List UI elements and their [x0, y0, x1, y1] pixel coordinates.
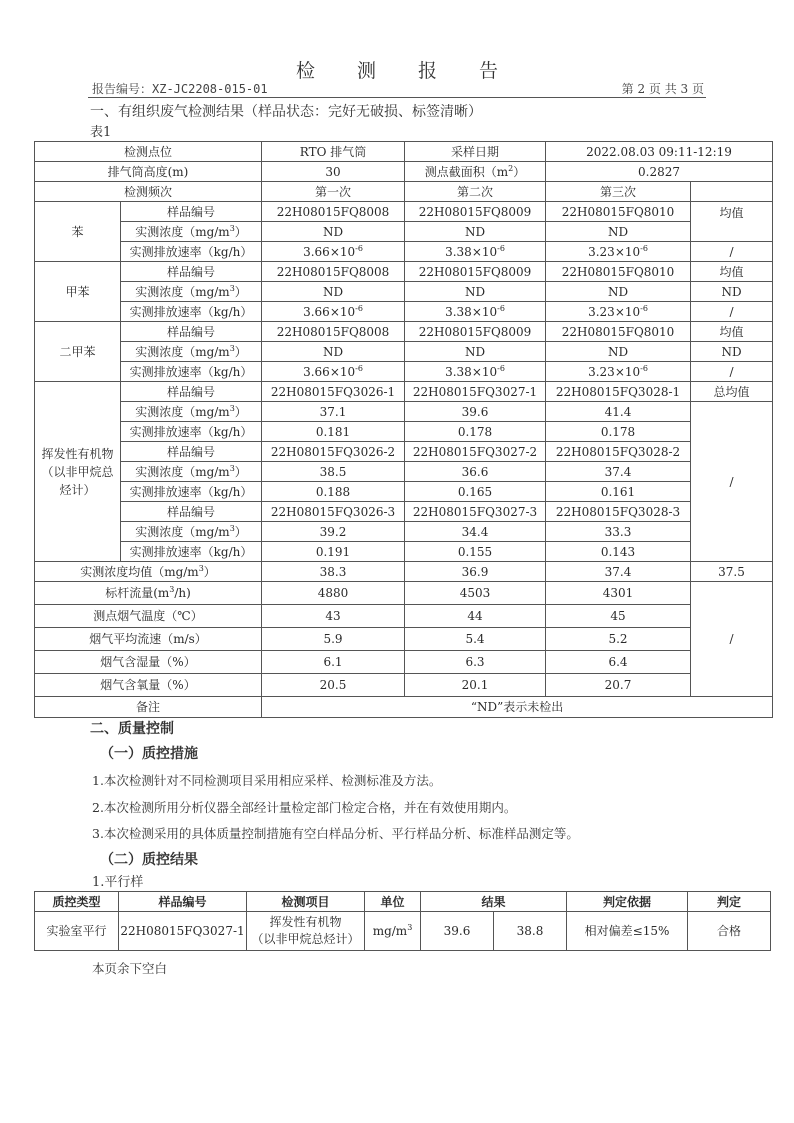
voc-label: 挥发性有机物（以非甲烷总烃计） — [35, 382, 121, 562]
table-header-row: 质控类型 样品编号 检测项目 单位 结果 判定依据 判定 — [35, 892, 771, 912]
table-row: 测点烟气温度（℃） 43 44 45 — [35, 605, 773, 628]
page-info: 第 2 页 共 3 页 — [621, 82, 704, 96]
table-row: 烟气含湿量（%） 6.1 6.3 6.4 — [35, 651, 773, 674]
table-row: 实测排放速率（kg/h） $3.66\times 10^{-6}$ $3.38\times 10^{-6}$ $3.23\times 10^{-6}$ / — [35, 302, 773, 322]
table-row: 实测浓度$(mg/m^3)$ ND ND ND ND — [35, 342, 773, 362]
table-row: 标杆流量$(m^3/h)$ 4880 4503 4301 / — [35, 582, 773, 605]
table-row: 实测排放速率（kg/h） $3.66\times 10^{-6}$ $3.38\times 10^{-6}$ $3.23\times 10^{-6}$ / — [35, 362, 773, 382]
table-row: 实验室平行 22H08015FQ3027-1 挥发性有机物 （以非甲烷总烃计） $mg/m^3$ 39.6 38.8 相对偏差≤15% 合格 — [35, 912, 771, 951]
qc-table — [34, 891, 771, 951]
table-row: 样品编号 22H08015FQ3026-2 22H08015FQ3027-2 22H08015FQ3028-2 — [35, 442, 773, 462]
table-row: 实测排放速率（kg/h） $3.66\times 10^{-6}$ $3.38\times 10^{-6}$ $3.23\times 10^{-6}$ / — [35, 242, 773, 262]
table-row: 实测浓度$(mg/m^3)$ 38.5 36.6 37.4 — [35, 462, 773, 482]
table-row: 实测浓度$(mg/m^3)$ ND ND ND — [35, 222, 773, 242]
benzene-label: 苯 — [35, 202, 121, 262]
table-row: 烟气含氧量（%） 20.5 20.1 20.7 — [35, 674, 773, 697]
table-row: 检测点位 RTO 排气筒 采样日期 2022.08.03 09:11-12:19 — [35, 142, 773, 162]
table-row: 排气筒高度(m) 30 测点截面积$(m^2)$ 0.2827 — [35, 162, 773, 182]
qc-results-heading: （二）质控结果 — [100, 852, 198, 868]
section1-heading: 一、有组织废气检测结果（样品状态：完好无破损、标签清晰） — [90, 104, 482, 120]
table-row: 实测浓度$(mg/m^3)$ 39.2 34.4 33.3 — [35, 522, 773, 542]
exhaust-results-table — [34, 141, 773, 718]
qc-item: 3.本次检测采用的具体质量控制措施有空白样品分析、平行样品分析、标准样品测定等。 — [92, 826, 579, 841]
table-row: 二甲苯 样品编号 22H08015FQ8008 22H08015FQ8009 22H08015FQ8010 均值 — [35, 322, 773, 342]
table-row: 实测排放速率（kg/h） 0.181 0.178 0.178 — [35, 422, 773, 442]
header-rule — [88, 97, 706, 98]
qc-item: 2.本次检测所用分析仪器全部经计量检定部门检定合格，并在有效使用期内。 — [92, 800, 517, 815]
table-row: 样品编号 22H08015FQ3026-3 22H08015FQ3027-3 22H08015FQ3028-3 — [35, 502, 773, 522]
page-title: 检 测 报 告 — [295, 60, 517, 82]
table-row: 挥发性有机物（以非甲烷总烃计） 样品编号 22H08015FQ3026-1 22H08015FQ3027-1 22H08015FQ3028-1 总均值 — [35, 382, 773, 402]
table-row: 甲苯 样品编号 22H08015FQ8008 22H08015FQ8009 22H08015FQ8010 均值 — [35, 262, 773, 282]
table-row: 备注 “ND”表示未检出 — [35, 697, 773, 718]
table-row: 实测浓度$(mg/m^3)$ ND ND ND ND — [35, 282, 773, 302]
qc-measures-heading: （一）质控措施 — [100, 746, 198, 762]
section2-heading: 二、质量控制 — [90, 721, 174, 737]
table-row: 烟气平均流速（m/s） 5.9 5.4 5.2 — [35, 628, 773, 651]
table-row: 实测浓度均值$(mg/m^3)$ 38.3 36.9 37.4 37.5 — [35, 562, 773, 582]
table-row: 检测频次 第一次 第二次 第三次 — [35, 182, 773, 202]
table-row: 实测排放速率（kg/h） 0.191 0.155 0.143 — [35, 542, 773, 562]
toluene-label: 甲苯 — [35, 262, 121, 322]
table-row: 苯 样品编号 22H08015FQ8008 22H08015FQ8009 22H08015FQ8010 均值 — [35, 202, 773, 222]
table-row: 实测排放速率（kg/h） 0.188 0.165 0.161 — [35, 482, 773, 502]
table-row: 实测浓度$(mg/m^3)$ 37.1 39.6 41.4 / — [35, 402, 773, 422]
report-number: 报告编号：XZ-JC2208-015-01 — [92, 82, 268, 96]
xylene-label: 二甲苯 — [35, 322, 121, 382]
footer-note: 本页余下空白 — [92, 961, 168, 976]
qc-item: 1.本次检测针对不同检测项目采用相应采样、检测标准及方法。 — [92, 773, 442, 788]
table1-label: 表1 — [90, 125, 112, 140]
parallel-sample-heading: 1.平行样 — [92, 875, 144, 890]
